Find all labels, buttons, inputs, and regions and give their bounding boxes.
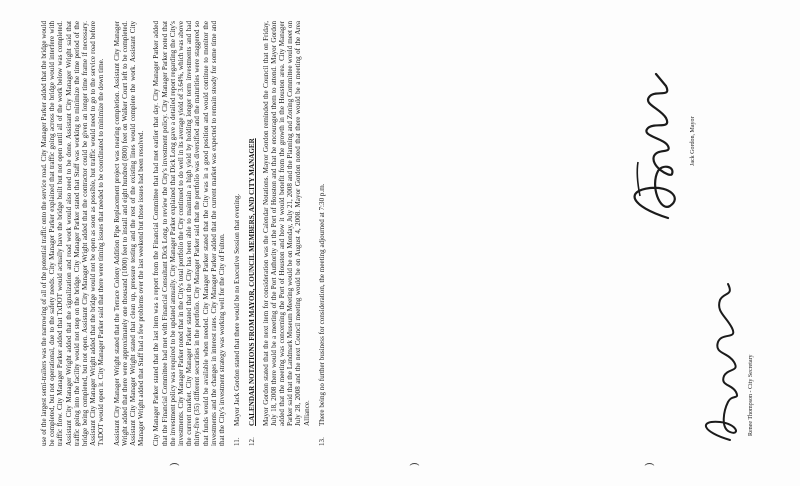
- item-text: Mayor Jack Gordon stated that there would be no Executive Session that evening.: [233, 193, 242, 426]
- scan-mark: ): [409, 462, 420, 466]
- paragraph-calendar: Mayor Gordon stated that the next item for consideration was the Calendar Notations. Mayor Gordon reminded the Council that on Friday, July 18, 2008 there would be a meeting of the Port Authority at the Port of Houston and that he encouraged them to attend. Mayor Gordon added that the meeting was concerning the Port of Houston and how it would benefit from the growth in the Houston area. City Manager Parker said that the Landmark Museum Meeting would be on Monday, July 21, 2008 and the Planning and Zoning Committee would meet on July 28, 2008 and the next Council meeting would be on August 4, 2008. Mayor Gordon noted that there would be a meeting of the Area Alliance.: [261, 21, 311, 426]
- item-text: There being no further business for consideration, the meeting adjourned at 7:30 p.m.: [317, 183, 326, 426]
- secretary-signature: [690, 276, 750, 446]
- paragraph-bridge-traffic: use of the largest semi-trailers was the narrowing of all of the potential traffic onto the service road. City Manager Parker added that the bridge would be completed, but not operational, due to the safety needs. City Manager Parker explained that traffic going across the bridge would interfere with traffic flow. City Manager Parker added that TxDOT would actually have the bridge built but not open until all of the work below was completed. Assistant City Manager Wright added that the signalization and road work would also need to be done. Assistant City Manager Wright said that traffic going into the facility would not stop on the bridge. City Manager Parker stated that Staff was working to minimize the time period of the bridge being completed, but not open. Assistant City Manager Wright added that the contractor could be given an longer time frame if necessary. Assistant City Manager Wright added that the bridge would not be open as soon as possible, but traffic would need to go to the service road before TxDOT would open it. City Manager Parker said that there were timing issues that needed to be coordinated to minimize the down time.: [40, 21, 106, 446]
- paragraph-financial-committee: City Manager Parker stated that the last item was a report from the Financial Committee that had met earlier that day. City Manager Parker added that the Financial Committee had met with Financial Consultant Dick Long, to review the City's investment policy. City Manager Parker noted that the investment policy was required to be updated annually. City Manager Parker explained that Dick Long gave a detailed report regarding the City's investments. City Manager Parker noted that in the City's total portfolio the City continued to do well in its average yield of 3.64%, which was above the current market. City Manager Parker stated that the City has been able to maintain a high yield by holding longer term investments and had thirty-five (35) different securities in the portfolio. City Manager Parker said that the portfolio was diversified and the maturities were staggered so that funds would be available when needed. City Manager Parker stated that the City was in a good position and would continue to monitor the investments and the changes in interest rates. City Manager Parker added that the current market was expected to remain steady for some time and that the City's investment strategy was working well for the City of Fulton.: [152, 21, 227, 446]
- paragraph-pipe-replacement: Assistant City Manager Wright stated that the Terrace Colony Addition Pipe Replacement project was nearing completion. Assistant City Manager Wright added that there were approximately one thousand (1000) feet to install and eight hundred (800) feet on Walker Court left to be completed. Assistant City Manager Wright stated that clean up, pressure testing and the rest of the existing lines would complete the work. Assistant City Manager Wright added that Staff had a few problems over the last weekend but those issues had been resolved.: [112, 21, 146, 446]
- secretary-signature-caption: Renee Thompson - City Secretary: [748, 354, 754, 436]
- item-number: 13.: [317, 437, 326, 446]
- body-column: [40, 21, 333, 446]
- mayor-signature: [620, 66, 690, 226]
- mayor-signature-caption: Jack Gordon, Mayor: [690, 116, 696, 166]
- item-number: 11.: [233, 437, 242, 446]
- item-number: 12.: [248, 437, 257, 446]
- scan-mark: ): [169, 462, 180, 466]
- item-adjournment: [318, 21, 326, 446]
- item-calendar-notations: [248, 21, 310, 446]
- scan-mark: ): [644, 462, 655, 466]
- section-heading: CALENDAR NOTATIONS FROM MAYOR, COUNCIL MEMBERS, AND CITY MANAGER: [248, 138, 257, 426]
- item-executive-session: [233, 21, 241, 446]
